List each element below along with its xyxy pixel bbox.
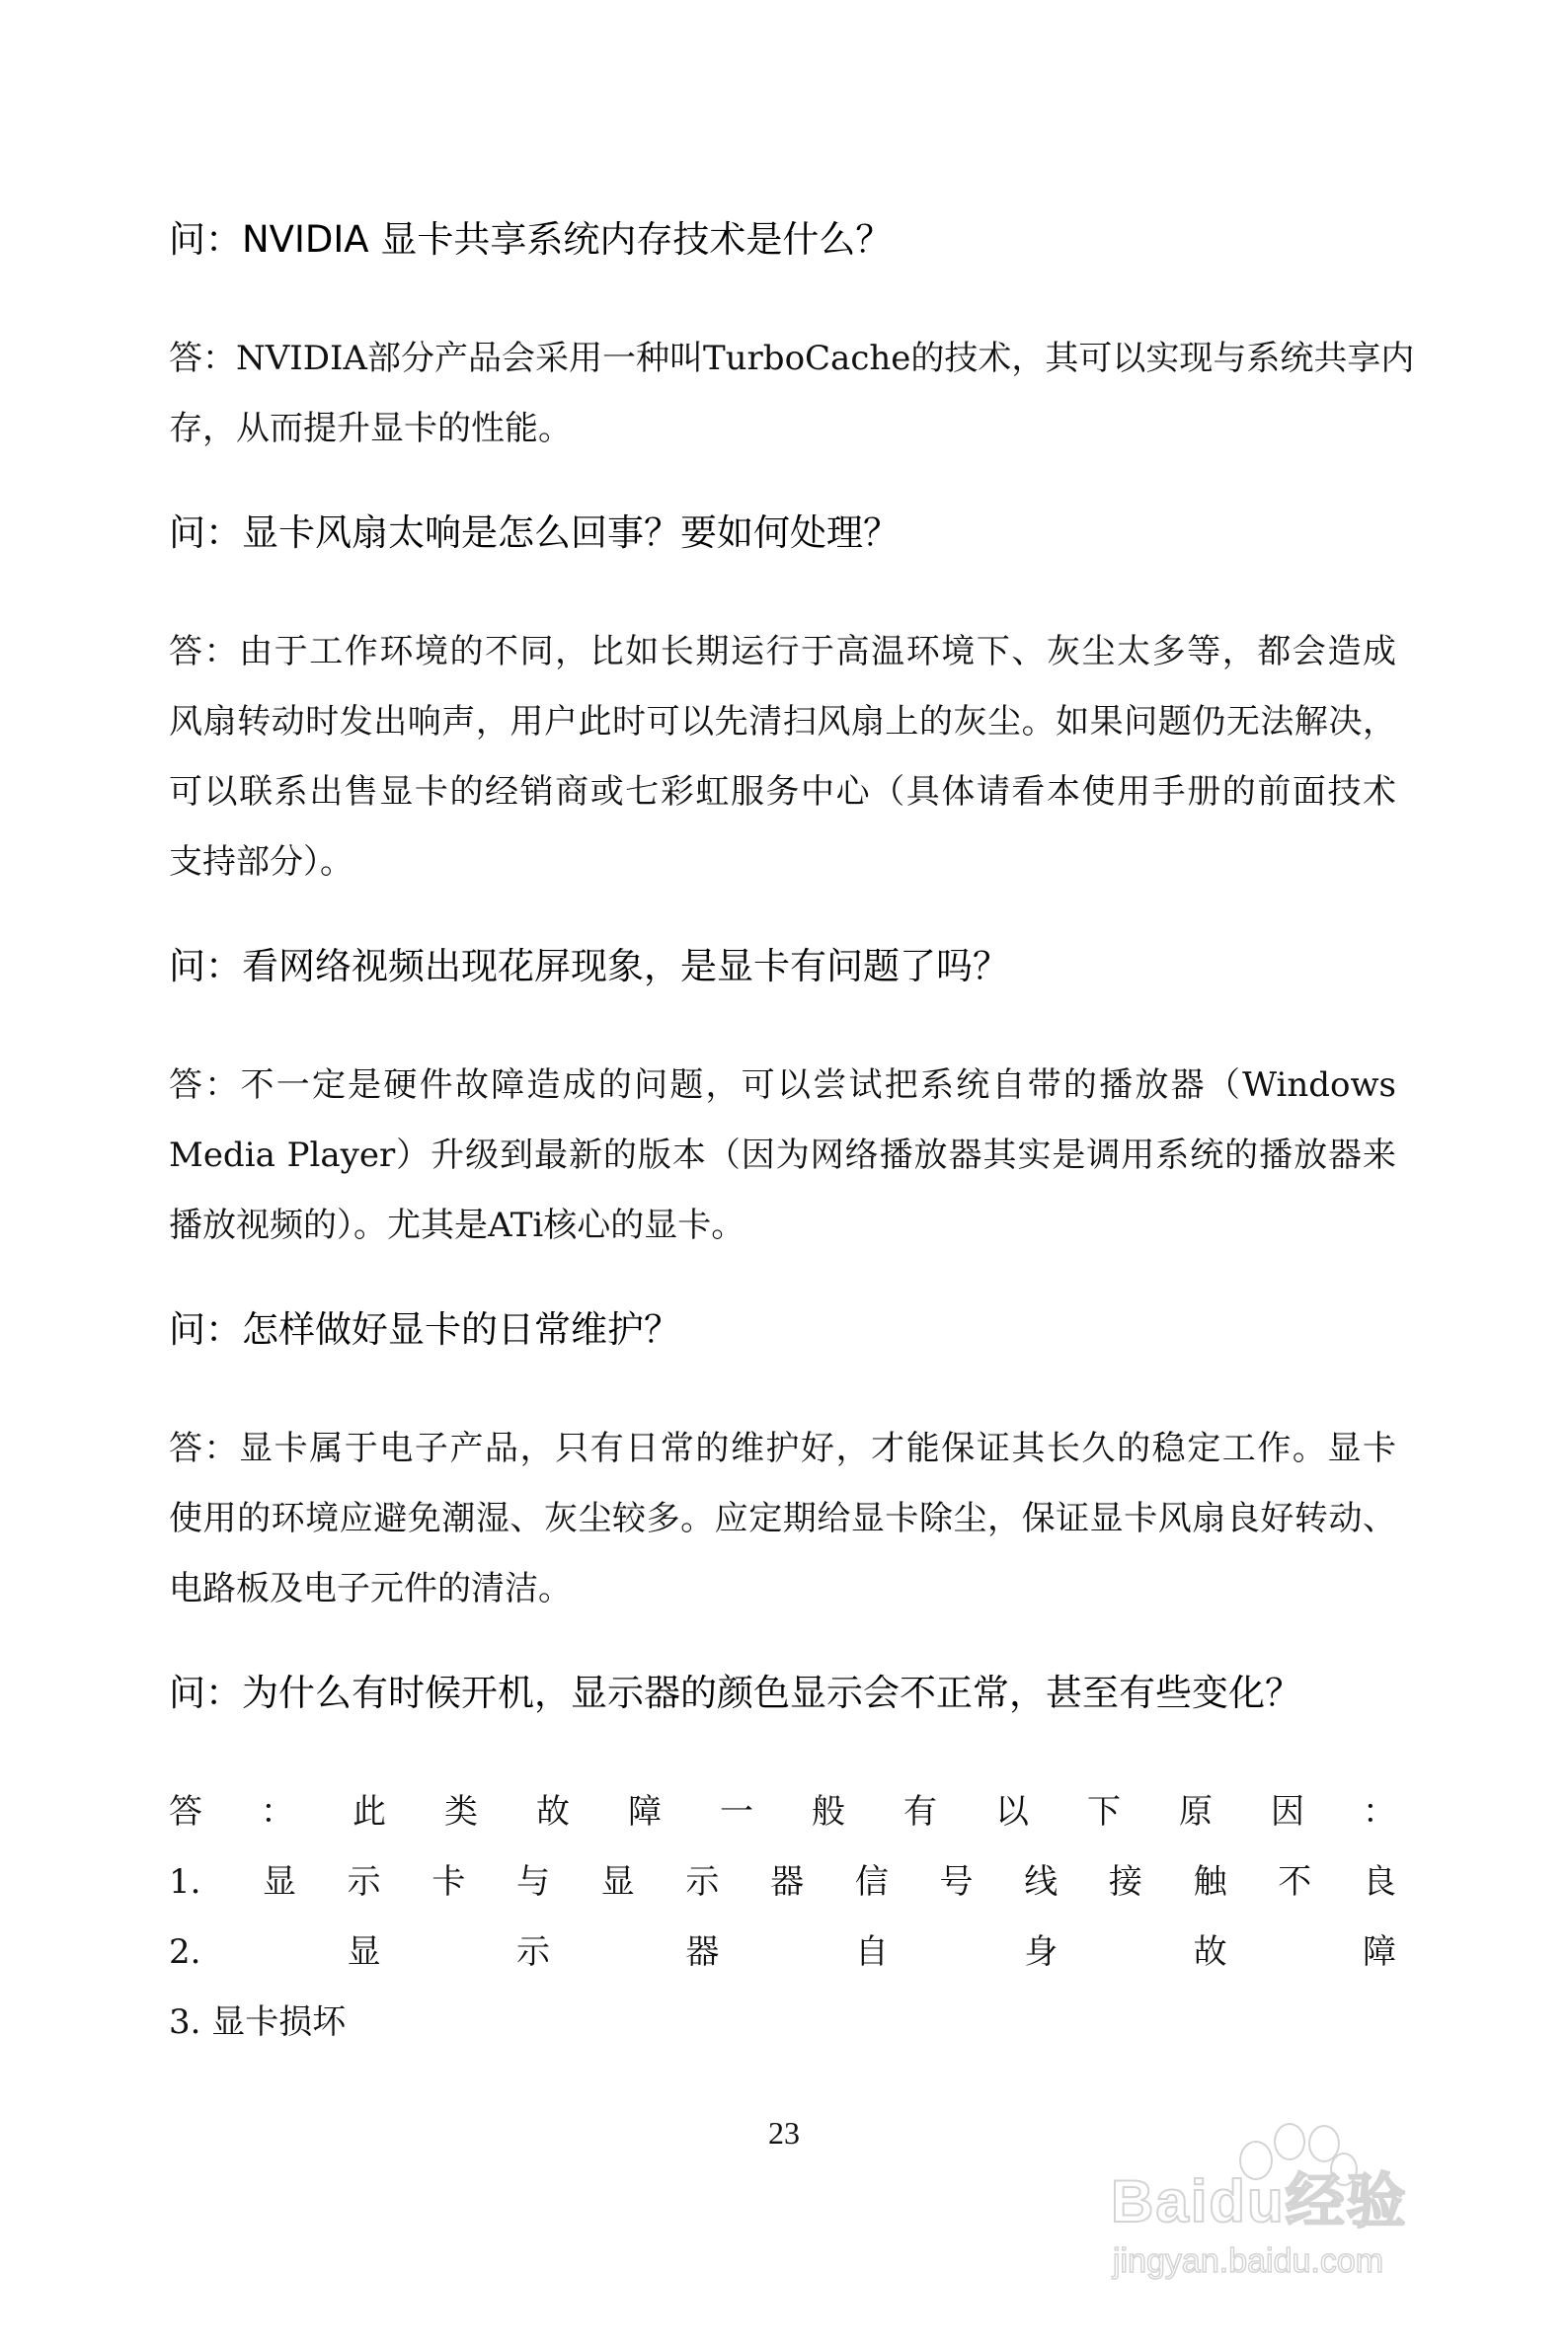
answer-line: 2. 显示器自身故障 — [169, 1932, 1396, 1972]
answer-line: 3. 显卡损坏 — [169, 2002, 347, 2042]
answer-line: 可以联系出售显卡的经销商或七彩虹服务中心（具体请看本使用手册的前面技术 — [169, 772, 1396, 812]
answer-paragraph — [169, 617, 1396, 898]
answer-line: 播放视频的）。尤其是ATi核心的显卡。 — [169, 1206, 745, 1245]
answer-line: 使用的环境应避免潮湿、灰尘较多。应定期给显卡除尘，保证显卡风扇良好转动、 — [169, 1499, 1396, 1538]
answer-paragraph — [169, 1777, 1396, 2058]
answer-line: 答：NVIDIA部分产品会采用一种叫TurboCache的技术，其可以实现与系统共享内 — [169, 339, 1415, 378]
page-number: 23 — [768, 2115, 800, 2151]
answer-line: 支持部分）。 — [169, 842, 353, 882]
question-heading: 问：显卡风扇太响是怎么回事？要如何处理？ — [169, 511, 900, 554]
answer-line: 1. 显示卡与显示器信号线接触不良 — [169, 1862, 1396, 1902]
baidu-jingyan-watermark — [1111, 2123, 1506, 2291]
answer-paragraph — [169, 1414, 1396, 1624]
answer-line: 存，从而提升显卡的性能。 — [169, 409, 572, 448]
answer-line: 答：由于工作环境的不同，比如长期运行于高温环境下、灰尘太多等，都会造成 — [169, 632, 1396, 671]
answer-line: 答：显卡属于电子产品，只有日常的维护好，才能保证其长久的稳定工作。显卡 — [169, 1429, 1396, 1468]
question-heading: 问：怎样做好显卡的日常维护？ — [169, 1308, 680, 1351]
question-heading: 问：NVIDIA 显卡共享系统内存技术是什么？ — [169, 218, 893, 261]
question-heading: 问：看网络视频出现花屏现象，是显卡有问题了吗？ — [169, 945, 1009, 987]
answer-line: 电路板及电子元件的清洁。 — [169, 1569, 572, 1608]
paw-icon — [1274, 2123, 1305, 2160]
question-heading: 问：为什么有时候开机，显示器的颜色显示会不正常，甚至有些变化？ — [169, 1672, 1301, 1714]
answer-paragraph — [169, 1051, 1396, 1261]
watermark-url: jingyan.baidu.com — [1113, 2242, 1384, 2280]
answer-paragraph — [169, 324, 1415, 464]
answer-line: 答：不一定是硬件故障造成的问题，可以尝试把系统自带的播放器（Windows — [169, 1065, 1396, 1105]
answer-line: Media Player）升级到最新的版本（因为网络播放器其实是调用系统的播放器来 — [169, 1136, 1396, 1175]
faq-content — [169, 204, 1415, 2091]
watermark-logo: Baidu经验 — [1111, 2168, 1408, 2234]
answer-line: 答：此类故障一般有以下原因： — [169, 1792, 1396, 1832]
answer-line: 风扇转动时发出响声，用户此时可以先清扫风扇上的灰尘。如果问题仍无法解决， — [169, 702, 1396, 742]
